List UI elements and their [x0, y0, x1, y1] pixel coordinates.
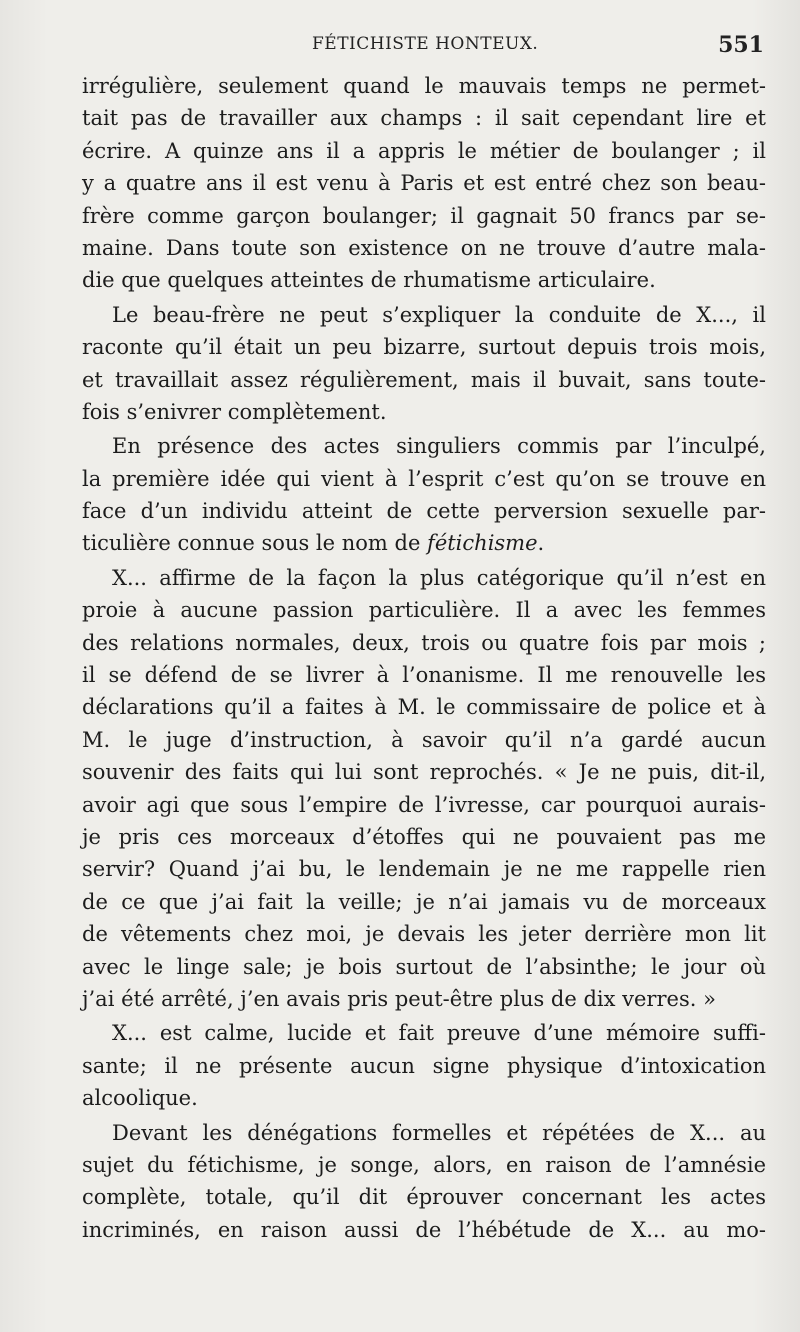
- text-line: avoir agi que sous l’empire de l’ivresse, car pourquoi aurais-: [82, 792, 766, 817]
- text-line: j’ai été arrêté, j’en avais pris peut-être plus de dix verres. »: [82, 986, 716, 1011]
- paragraph: [82, 562, 766, 1015]
- text-line: alcoolique.: [82, 1086, 198, 1111]
- text-fragment: .: [537, 531, 545, 556]
- text-line: proie à aucune passion particulière. Il a avec les femmes: [82, 598, 766, 623]
- page-header: [84, 30, 764, 64]
- text-line: sante; il ne présente aucun signe physique d’intoxication: [82, 1053, 766, 1078]
- paragraph: [82, 1117, 766, 1247]
- text-line: fois s’enivrer complètement.: [82, 399, 387, 424]
- text-line: Le beau-frère ne peut s’expliquer la conduite de X..., il: [112, 302, 766, 327]
- text-line: Devant les dénégations formelles et répétées de X... au: [112, 1120, 766, 1145]
- paragraph: [82, 70, 766, 297]
- text-line: il se défend de se livrer à l’onanisme. Il me renouvelle les: [82, 663, 766, 688]
- body-text: [82, 70, 766, 1248]
- text-line: frère comme garçon boulanger; il gagnait 50 francs par se-: [82, 203, 766, 228]
- text-line: souvenir des faits qui lui sont reprochés. « Je ne puis, dit-il,: [82, 760, 766, 785]
- text-line: tait pas de travailler aux champs : il sait cependant lire et: [82, 106, 766, 131]
- text-line: die que quelques atteintes de rhumatisme articulaire.: [82, 268, 656, 293]
- text-line: avec le linge sale; je bois surtout de l’absinthe; le jour où: [82, 954, 766, 979]
- text-line: raconte qu’il était un peu bizarre, surtout depuis trois mois,: [82, 335, 766, 360]
- text-line: X... est calme, lucide et fait preuve d’une mémoire suffi-: [112, 1021, 766, 1046]
- paragraph: [82, 299, 766, 429]
- text-line: et travaillait assez régulièrement, mais il buvait, sans toute-: [82, 367, 766, 392]
- text-line: face d’un individu atteint de cette perversion sexuelle par-: [82, 499, 766, 524]
- text-line: je pris ces morceaux d’étoffes qui ne pouvaient pas me: [82, 824, 766, 849]
- text-line: sujet du fétichisme, je songe, alors, en raison de l’amnésie: [82, 1152, 766, 1177]
- text-line: incriminés, en raison aussi de l’hébétude de X... au mo-: [82, 1217, 766, 1242]
- text-line: des relations normales, deux, trois ou quatre fois par mois ;: [82, 630, 766, 655]
- text-line: En présence des actes singuliers commis par l’inculpé,: [112, 434, 766, 459]
- paragraph: [82, 1017, 766, 1114]
- text-line: complète, totale, qu’il dit éprouver concernant les actes: [82, 1185, 766, 1210]
- text-line: de vêtements chez moi, je devais les jeter derrière mon lit: [82, 922, 766, 947]
- text-line: M. le juge d’instruction, à savoir qu’il n’a gardé aucun: [82, 727, 766, 752]
- paragraph: [82, 430, 766, 560]
- text-line: irrégulière, seulement quand le mauvais temps ne permet-: [82, 74, 766, 98]
- text-line: maine. Dans toute son existence on ne trouve d’autre mala-: [82, 235, 766, 260]
- text-line: déclarations qu’il a faites à M. le commissaire de police et à: [82, 695, 766, 720]
- text-line: la première idée qui vient à l’esprit c’est qu’on se trouve en: [82, 466, 766, 491]
- page-number: 551: [718, 32, 764, 58]
- text-line: servir? Quand j’ai bu, le lendemain je ne me rappelle rien: [82, 857, 766, 882]
- text-line: X... affirme de la façon la plus catégorique qu’il n’est en: [112, 565, 766, 590]
- text-line: y a quatre ans il est venu à Paris et est entré chez son beau-: [82, 171, 766, 196]
- text-line: écrire. A quinze ans il a appris le métier de boulanger ; il: [82, 138, 766, 163]
- text-fragment: ticulière connue sous le nom de: [82, 531, 428, 556]
- text-line: [82, 527, 766, 559]
- running-title: FÉTICHISTE HONTEUX.: [312, 34, 539, 54]
- italic-term: fétichisme: [427, 531, 538, 556]
- text-line: de ce que j’ai fait la veille; je n’ai jamais vu de morceaux: [82, 889, 766, 914]
